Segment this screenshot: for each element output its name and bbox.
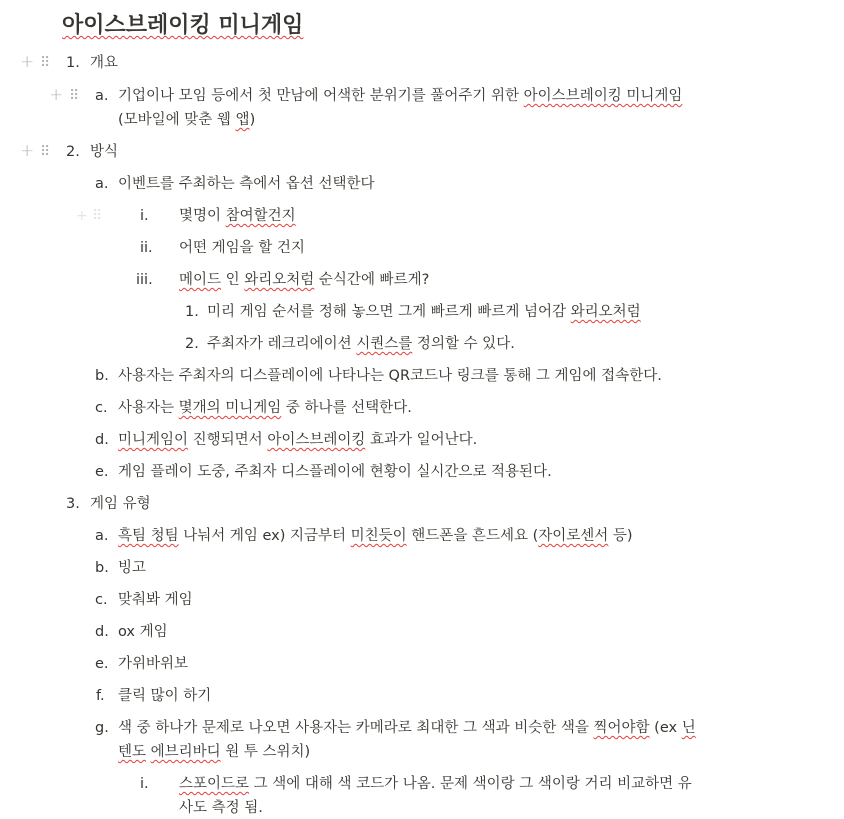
add-block-icon[interactable]: + <box>20 141 35 161</box>
list-marker: b. <box>95 368 109 384</box>
text-segment: 어떤 게임을 할 건지 <box>179 240 305 256</box>
list-marker: c. <box>95 592 108 608</box>
list-marker: 2. <box>185 336 199 352</box>
text-segment: 주최자가 레크리에이션 <box>207 336 357 352</box>
spellcheck-flagged-text: 와리오처럼 <box>244 272 315 288</box>
add-block-icon[interactable]: + <box>49 85 64 105</box>
text-segment: 기업이나 모임 등에서 첫 만남에 어색한 분위기를 풀어주기 위한 <box>118 88 524 104</box>
spellcheck-flagged-text: 스포이드로 <box>179 776 250 792</box>
list-marker: 1. <box>66 55 80 71</box>
list-marker: a. <box>95 528 109 544</box>
text-segment: 개요 <box>90 55 119 71</box>
drag-handle-icon[interactable]: ⠿ <box>40 144 51 160</box>
list-marker: a. <box>95 176 109 192</box>
text-segment: 미리 게임 순서를 정해 놓으면 그게 빠르게 빠르게 넘어감 <box>207 304 571 320</box>
list-marker: b. <box>95 560 109 576</box>
spellcheck-flagged-text: 시퀀스를 <box>356 336 413 352</box>
drag-handle-icon[interactable]: ⠿ <box>69 88 80 104</box>
list-item-text[interactable] <box>179 206 296 226</box>
list-marker: 2. <box>66 144 80 160</box>
spellcheck-flagged-text: 참여할건지 <box>225 208 296 224</box>
list-marker: f. <box>96 688 105 704</box>
list-marker: i. <box>140 208 149 224</box>
text-segment: 진행되면서 <box>188 432 268 448</box>
text-segment: 가위바위보 <box>118 656 189 672</box>
text-segment: 몇명이 <box>179 208 226 224</box>
text-segment: 게임 플레이 도중, 주최자 디스플레이에 현황이 실시간으로 적용된다. <box>118 464 552 480</box>
text-segment: 방식 <box>90 144 119 160</box>
spellcheck-flagged-text: 찍어야함 <box>593 720 650 736</box>
text-segment: ) <box>249 112 256 128</box>
text-segment: 맞춰봐 게임 <box>118 592 193 608</box>
list-item-text[interactable] <box>90 53 118 73</box>
list-item-text[interactable] <box>179 238 305 258</box>
spellcheck-flagged-text: 아이스브레이킹 미니게임 <box>62 13 304 38</box>
list-item-text[interactable] <box>207 302 641 322</box>
text-segment: 핸드폰을 흔드세요 ( <box>406 528 539 544</box>
text-segment: 원 투 스위치) <box>220 744 311 760</box>
text-segment: (모바일에 맞춘 웹 <box>118 112 236 128</box>
list-marker: e. <box>95 656 109 672</box>
list-item-text[interactable] <box>118 398 412 418</box>
spellcheck-flagged-text: 흑팀 청팀 <box>118 528 179 544</box>
list-item-text[interactable] <box>118 86 682 106</box>
text-segment: ox 게임 <box>118 624 168 640</box>
list-item-text[interactable] <box>179 798 263 818</box>
text-segment: 사용자는 <box>118 400 179 416</box>
list-item-text[interactable] <box>118 742 310 762</box>
list-item-text[interactable] <box>118 526 633 546</box>
text-segment: 게임 유형 <box>90 496 151 512</box>
list-item-text[interactable] <box>118 462 552 482</box>
list-item-text[interactable] <box>118 686 211 706</box>
list-marker: d. <box>95 624 109 640</box>
faded-block-handle-icon: + ⠿ <box>76 208 103 224</box>
drag-handle-icon[interactable]: ⠿ <box>40 55 51 71</box>
list-item-text[interactable] <box>90 494 151 514</box>
list-item-text[interactable] <box>90 142 118 162</box>
text-segment: 정의할 수 있다. <box>412 336 515 352</box>
text-segment: 등) <box>608 528 633 544</box>
list-marker: g. <box>95 720 109 736</box>
spellcheck-flagged-text: 닌 <box>681 720 696 736</box>
spellcheck-flagged-text: 아이스브레이킹 미니게임 <box>523 88 683 104</box>
list-item-text[interactable] <box>118 110 255 130</box>
text-segment: 그 색에 대해 색 코드가 나옴. 문제 색이랑 그 색이랑 거리 비교하면 유 <box>249 776 692 792</box>
spellcheck-flagged-text: 몇개의 미니게임 <box>178 400 282 416</box>
spellcheck-flagged-text: 미니게임이 <box>118 432 189 448</box>
list-item-text[interactable] <box>207 334 515 354</box>
text-segment: 인 <box>221 272 245 288</box>
spellcheck-flagged-text: 자이로센서 <box>538 528 609 544</box>
text-segment: 사용자는 주최자의 디스플레이에 나타나는 QR코드나 링크를 통해 그 게임에 접속한다. <box>118 368 662 384</box>
text-segment: 클릭 많이 하기 <box>118 688 212 704</box>
spellcheck-flagged-text: 메이드 <box>179 272 222 288</box>
text-segment: 사도 측정 됨. <box>179 800 263 816</box>
list-marker: d. <box>95 432 109 448</box>
spellcheck-flagged-text: 에브리바디 <box>150 744 221 760</box>
list-marker: iii. <box>136 272 153 288</box>
text-segment: 순식간에 빠르게? <box>314 272 430 288</box>
spellcheck-flagged-text: 아이스브레이킹 <box>267 432 366 448</box>
list-marker: 1. <box>185 304 199 320</box>
list-marker: ii. <box>140 240 153 256</box>
list-marker: c. <box>95 400 108 416</box>
list-marker: 3. <box>66 496 80 512</box>
list-item-text[interactable] <box>179 774 692 794</box>
text-segment: 이벤트를 주최하는 측에서 옵션 선택한다 <box>118 176 375 192</box>
list-marker: i. <box>140 776 149 792</box>
list-item-text[interactable] <box>118 558 146 578</box>
spellcheck-flagged-text: 앱 <box>235 112 250 128</box>
page-title <box>62 9 303 43</box>
spellcheck-flagged-text: 와리오처럼 <box>570 304 641 320</box>
spellcheck-flagged-text: 텐도 <box>118 744 147 760</box>
text-segment: 나눠서 게임 ex) 지금부터 <box>178 528 351 544</box>
list-item-text[interactable] <box>118 174 375 194</box>
list-item-text[interactable] <box>118 366 662 386</box>
list-item-text[interactable] <box>118 430 477 450</box>
text-segment: 색 중 하나가 문제로 나오면 사용자는 카메라로 최대한 그 색과 비슷한 색을 <box>118 720 594 736</box>
text-segment: 효과가 일어난다. <box>365 432 478 448</box>
list-item-text[interactable] <box>118 654 188 674</box>
text-segment: (ex <box>649 720 682 736</box>
list-item-text[interactable] <box>118 622 168 642</box>
list-marker: e. <box>95 464 109 480</box>
text-segment: 중 하나를 선택한다. <box>281 400 412 416</box>
text-segment: 빙고 <box>118 560 147 576</box>
list-item-text[interactable] <box>118 718 696 738</box>
list-item-text[interactable] <box>118 590 193 610</box>
list-marker: a. <box>95 88 109 104</box>
spellcheck-flagged-text: 미친듯이 <box>350 528 407 544</box>
add-block-icon[interactable]: + <box>20 52 35 72</box>
list-item-text[interactable] <box>179 270 429 290</box>
